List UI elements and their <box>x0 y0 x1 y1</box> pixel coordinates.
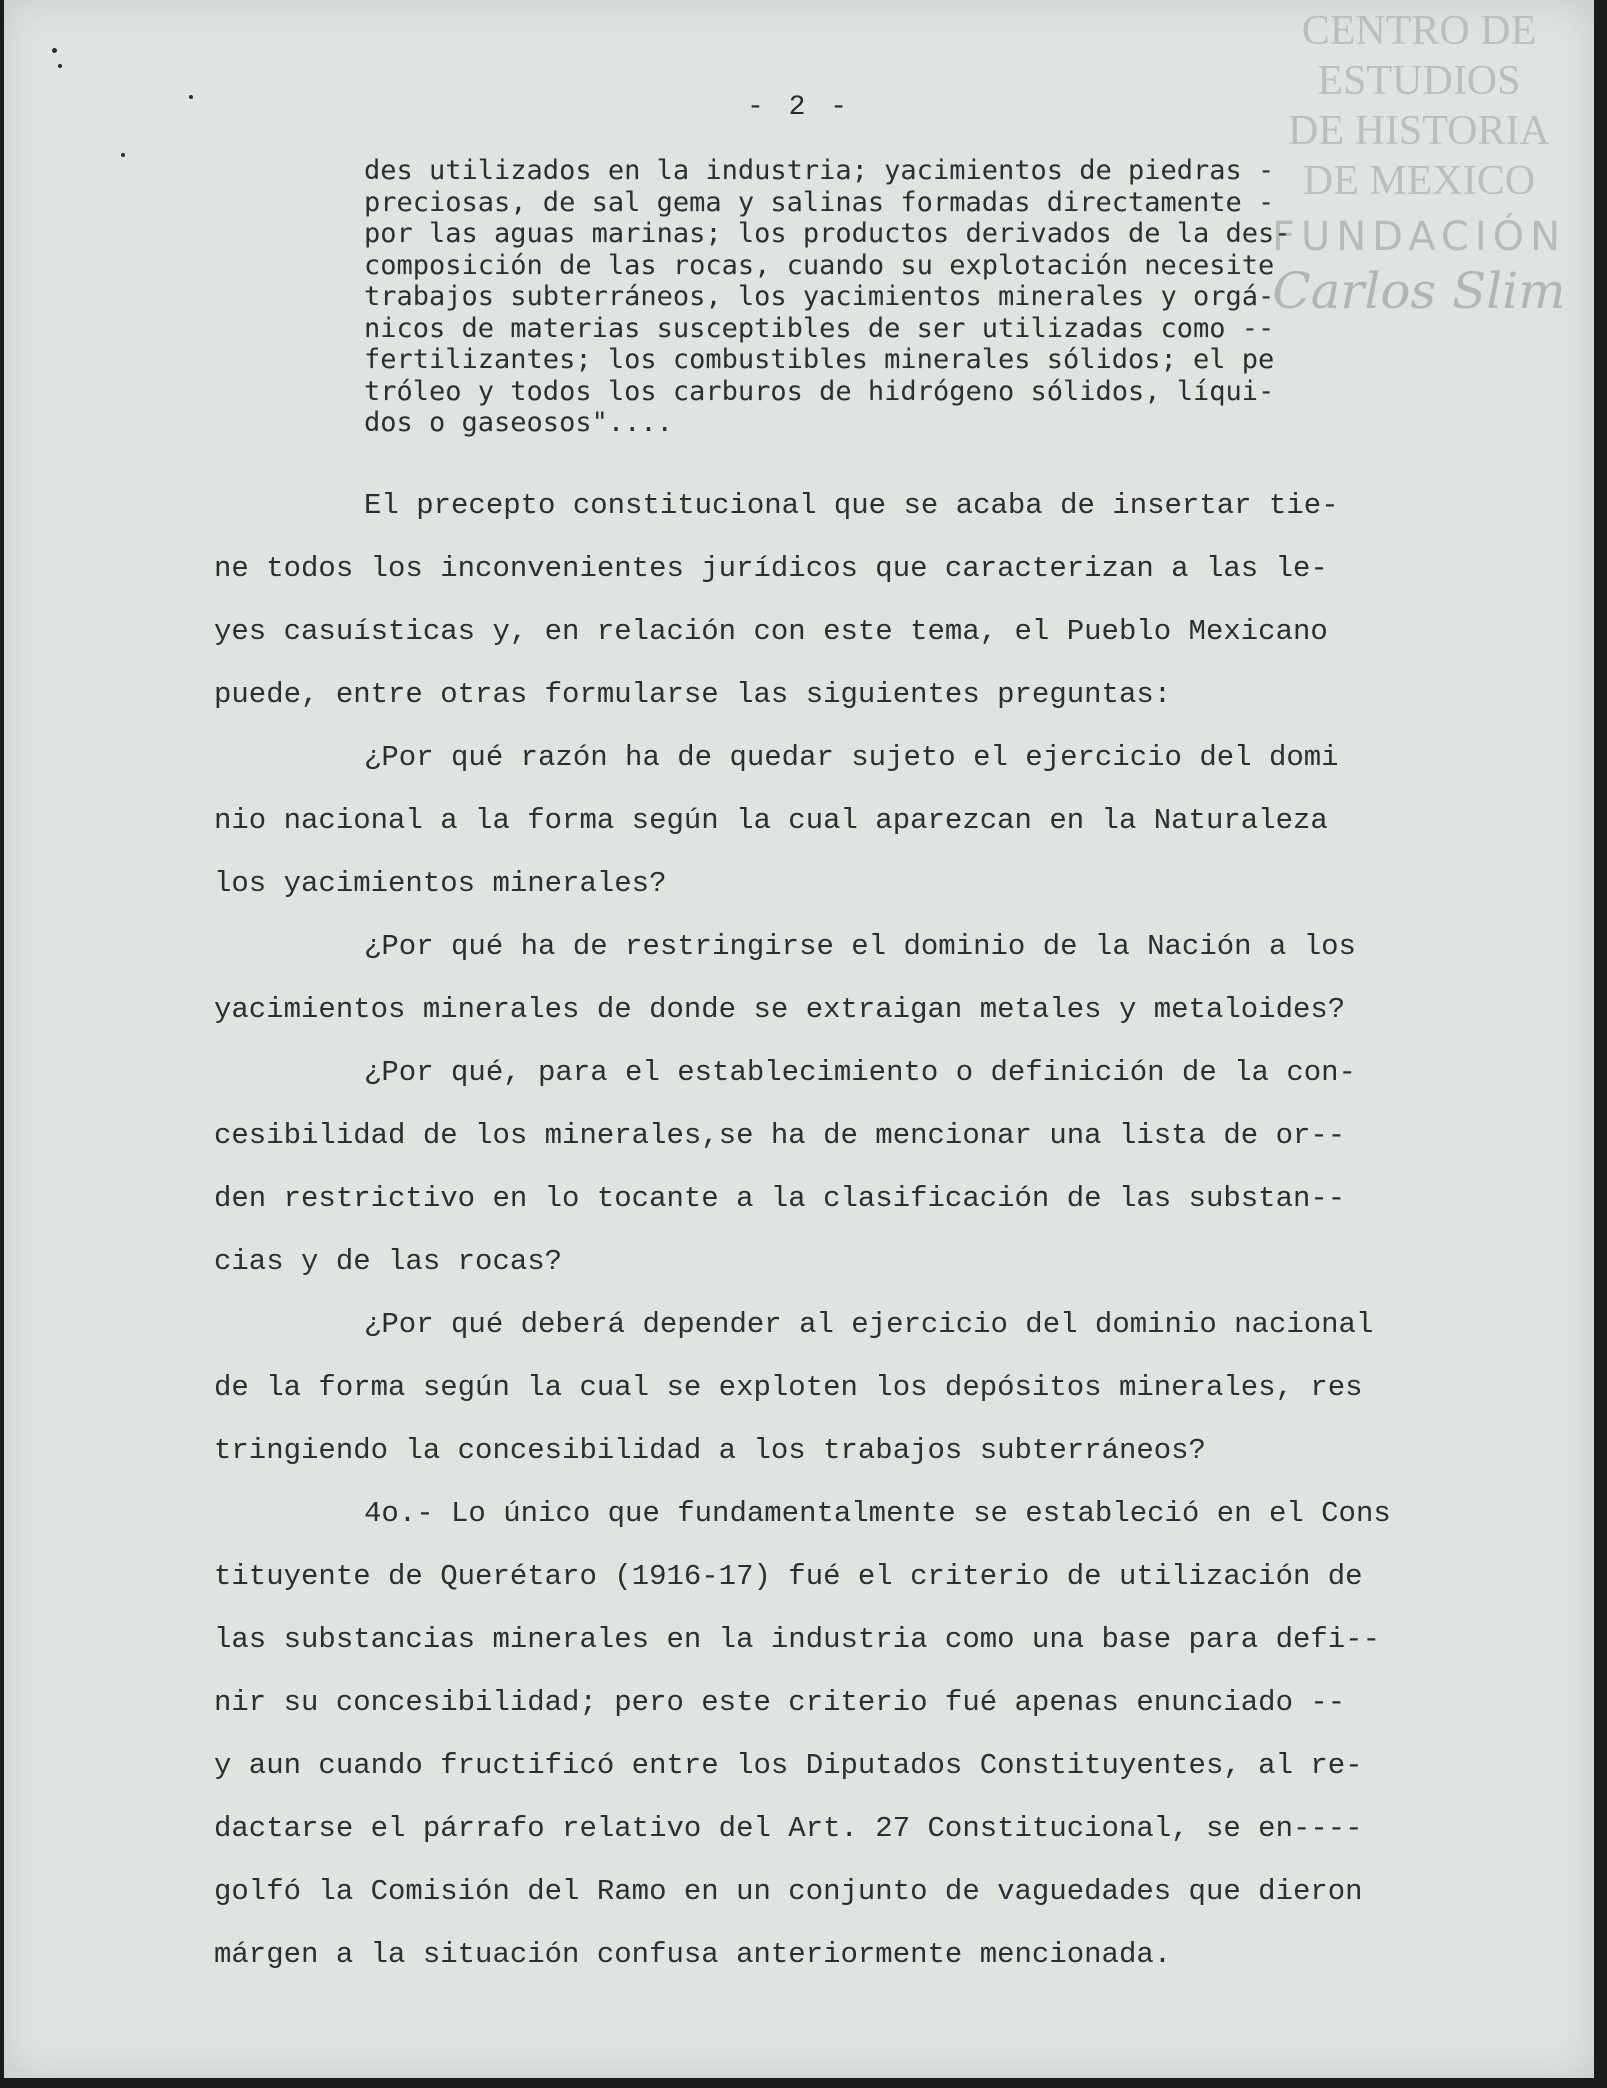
text-line: las substancias minerales en la industria como una base para defi-- <box>214 1623 1380 1656</box>
text-line: nir su concesibilidad; pero este criterio fué apenas enunciado -- <box>214 1686 1346 1719</box>
text-line: cias y de las rocas? <box>214 1245 563 1278</box>
paragraph <box>214 726 1454 915</box>
quote-line: trabajos subterráneos, los yacimientos minerales y orgá- <box>364 281 1275 312</box>
text-line: golfó la Comisión del Ramo en un conjunto de vaguedades que dieron <box>214 1875 1363 1908</box>
text-line: los yacimientos minerales? <box>214 867 667 900</box>
watermark-line: CENTRO DE <box>1301 8 1537 54</box>
text-line: ¿Por qué razón ha de quedar sujeto el ejercicio del domi <box>364 741 1339 774</box>
quote-line: preciosas, de sal gema y salinas formadas directamente - <box>364 186 1275 218</box>
quote-line: nicos de materias susceptibles de ser utilizadas como -- <box>364 312 1275 344</box>
text-line: El precepto constitucional que se acaba de insertar tie- <box>364 489 1339 522</box>
text-line: márgen a la situación confusa anteriormente mencionada. <box>214 1938 1172 1971</box>
text-line: yes casuísticas y, en relación con este tema, el Pueblo Mexicano <box>214 615 1328 648</box>
watermark-line: ESTUDIOS <box>1317 58 1521 104</box>
text-line: ¿Por qué ha de restringirse el dominio de la Nación a los <box>364 930 1356 963</box>
text-line: cesibilidad de los minerales,se ha de mencionar una lista de or-- <box>214 1119 1346 1152</box>
punch-mark <box>52 48 57 53</box>
paragraph <box>214 474 1454 726</box>
paragraph <box>214 1293 1454 1482</box>
text-line: dactarse el párrafo relativo del Art. 27 Constitucional, se en---- <box>214 1812 1363 1845</box>
quote-line: dos o gaseosos".... <box>364 407 673 438</box>
text-line: den restrictivo en lo tocante a la clasificación de las substan-- <box>214 1182 1346 1215</box>
text-line: 4o.- Lo único que fundamentalmente se estableció en el Cons <box>364 1497 1391 1530</box>
quote-line: composición de las rocas, cuando su explotación necesite <box>364 249 1275 281</box>
text-line: ¿Por qué, para el establecimiento o definición de la con- <box>364 1056 1356 1089</box>
text-line: puede, entre otras formularse las siguientes preguntas: <box>214 678 1172 711</box>
quote-line: des utilizados en la industria; yacimientos de piedras - <box>364 155 1275 186</box>
watermark-line: DE HISTORIA <box>1288 108 1550 154</box>
punch-mark <box>58 64 62 68</box>
paragraph <box>214 1041 1454 1293</box>
page-number: - 2 - <box>746 92 851 123</box>
text-line: tituyente de Querétaro (1916-17) fué el criterio de utilización de <box>214 1560 1363 1593</box>
paragraph <box>214 1482 1454 1986</box>
document-page <box>4 0 1594 2078</box>
watermark-signature: Carlos Slim <box>1272 262 1566 320</box>
watermark-foundation: FUNDACIÓN <box>1271 214 1567 260</box>
text-line: de la forma según la cual se exploten los depósitos minerales, res <box>214 1371 1363 1404</box>
text-line: nio nacional a la forma según la cual aparezcan en la Naturaleza <box>214 804 1328 837</box>
watermark-line: DE MEXICO <box>1302 158 1536 204</box>
paragraph <box>214 915 1454 1041</box>
quoted-block <box>364 155 1424 439</box>
body-text <box>214 474 1454 1986</box>
quote-line: tróleo y todos los carburos de hidrógeno sólidos, líqui- <box>364 375 1275 407</box>
punch-mark <box>121 153 125 157</box>
text-line: yacimientos minerales de donde se extraigan metales y metaloides? <box>214 993 1346 1026</box>
text-line: tringiendo la concesibilidad a los trabajos subterráneos? <box>214 1434 1206 1467</box>
quote-line: fertilizantes; los combustibles minerales sólidos; el pe <box>364 344 1275 375</box>
text-line: ¿Por qué deberá depender al ejercicio del dominio nacional <box>364 1308 1374 1341</box>
quote-line: por las aguas marinas; los productos derivados de la des- <box>364 218 1291 249</box>
text-line: y aun cuando fructificó entre los Diputados Constituyentes, al re- <box>214 1749 1363 1782</box>
text-line: ne todos los inconvenientes jurídicos que caracterizan a las le- <box>214 552 1328 585</box>
